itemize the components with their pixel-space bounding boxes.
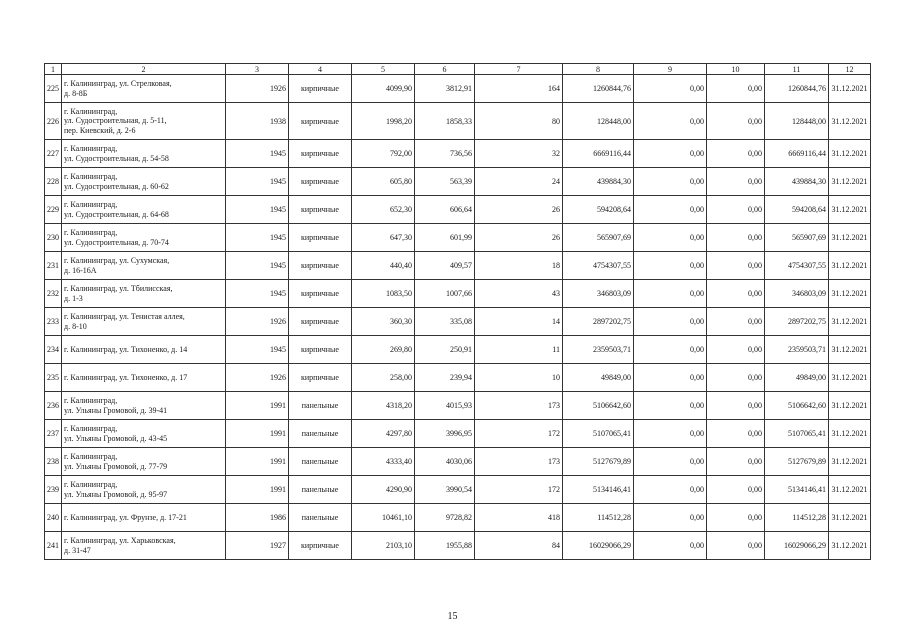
total-area-cell: 652,30: [352, 196, 415, 224]
date-cell: 31.12.2021: [829, 364, 871, 392]
table-row: [45, 308, 871, 336]
row-number: 236: [45, 392, 62, 420]
amount-total-cell: 565907,69: [765, 224, 829, 252]
amount-total-cell: 2897202,75: [765, 308, 829, 336]
wall-material-cell: кирпичные: [289, 336, 352, 364]
amount-total-cell: 5134146,41: [765, 476, 829, 504]
date-cell: 31.12.2021: [829, 280, 871, 308]
column-header: 4: [289, 64, 352, 75]
living-area-cell: 1007,66: [415, 280, 475, 308]
amount-total-cell: 6669116,44: [765, 140, 829, 168]
address-cell: г. Калининград, ул. Судостроительная, д. 54-58: [62, 140, 226, 168]
amount-cell: 0,00: [707, 392, 765, 420]
address-cell: г. Калининград, ул. Судостроительная, д. 64-68: [62, 196, 226, 224]
amount-cell: 0,00: [707, 308, 765, 336]
table-row: [45, 476, 871, 504]
amount-total-cell: 5106642,60: [765, 392, 829, 420]
row-number: 239: [45, 476, 62, 504]
date-cell: 31.12.2021: [829, 476, 871, 504]
column-header: 5: [352, 64, 415, 75]
table-row: [45, 532, 871, 560]
table-row: [45, 504, 871, 532]
amount-cell: 0,00: [634, 504, 707, 532]
living-area-cell: 250,91: [415, 336, 475, 364]
amount-cell: 16029066,29: [563, 532, 634, 560]
table-row: [45, 280, 871, 308]
table-row: [45, 420, 871, 448]
year-built-cell: 1926: [226, 75, 289, 103]
wall-material-cell: панельные: [289, 476, 352, 504]
amount-total-cell: 439884,30: [765, 168, 829, 196]
year-built-cell: 1945: [226, 252, 289, 280]
address-cell: г. Калининград, ул. Ульяны Громовой, д. 95-97: [62, 476, 226, 504]
date-cell: 31.12.2021: [829, 308, 871, 336]
date-cell: 31.12.2021: [829, 103, 871, 140]
date-cell: 31.12.2021: [829, 168, 871, 196]
address-cell: г. Калининград, ул. Сухумская, д. 16-16А: [62, 252, 226, 280]
wall-material-cell: кирпичные: [289, 280, 352, 308]
total-area-cell: 1083,50: [352, 280, 415, 308]
amount-cell: 5107065,41: [563, 420, 634, 448]
amount-cell: 114512,28: [563, 504, 634, 532]
wall-material-cell: кирпичные: [289, 532, 352, 560]
amount-cell: 0,00: [707, 532, 765, 560]
residents-count-cell: 173: [475, 448, 563, 476]
amount-cell: 594208,64: [563, 196, 634, 224]
amount-cell: 0,00: [707, 504, 765, 532]
residents-count-cell: 418: [475, 504, 563, 532]
living-area-cell: 601,99: [415, 224, 475, 252]
year-built-cell: 1991: [226, 420, 289, 448]
amount-cell: 0,00: [707, 420, 765, 448]
row-number: 233: [45, 308, 62, 336]
amount-total-cell: 114512,28: [765, 504, 829, 532]
column-number-header-row: [45, 64, 871, 75]
wall-material-cell: кирпичные: [289, 224, 352, 252]
living-area-cell: 563,39: [415, 168, 475, 196]
amount-cell: 6669116,44: [563, 140, 634, 168]
living-area-cell: 606,64: [415, 196, 475, 224]
residents-count-cell: 26: [475, 196, 563, 224]
living-area-cell: 1858,33: [415, 103, 475, 140]
year-built-cell: 1945: [226, 280, 289, 308]
address-cell: г. Калининград, ул. Ульяны Громовой, д. 77-79: [62, 448, 226, 476]
total-area-cell: 4099,90: [352, 75, 415, 103]
table-row: [45, 252, 871, 280]
address-cell: г. Калининград, ул. Судостроительная, д. 5-11, пер. Киевский, д. 2-6: [62, 103, 226, 140]
year-built-cell: 1945: [226, 224, 289, 252]
amount-cell: 0,00: [634, 308, 707, 336]
amount-cell: 0,00: [634, 103, 707, 140]
residents-count-cell: 84: [475, 532, 563, 560]
row-number: 225: [45, 75, 62, 103]
date-cell: 31.12.2021: [829, 252, 871, 280]
living-area-cell: 4030,06: [415, 448, 475, 476]
wall-material-cell: кирпичные: [289, 75, 352, 103]
date-cell: 31.12.2021: [829, 224, 871, 252]
wall-material-cell: панельные: [289, 392, 352, 420]
residents-count-cell: 24: [475, 168, 563, 196]
amount-cell: 0,00: [707, 280, 765, 308]
wall-material-cell: кирпичные: [289, 308, 352, 336]
residents-count-cell: 172: [475, 420, 563, 448]
amount-total-cell: 346803,09: [765, 280, 829, 308]
row-number: 237: [45, 420, 62, 448]
date-cell: 31.12.2021: [829, 75, 871, 103]
residents-count-cell: 43: [475, 280, 563, 308]
residents-count-cell: 10: [475, 364, 563, 392]
amount-cell: 0,00: [634, 75, 707, 103]
living-area-cell: 9728,82: [415, 504, 475, 532]
row-number: 229: [45, 196, 62, 224]
amount-cell: 0,00: [634, 224, 707, 252]
amount-cell: 0,00: [707, 103, 765, 140]
year-built-cell: 1945: [226, 196, 289, 224]
address-cell: г. Калининград, ул. Судостроительная, д. 60-62: [62, 168, 226, 196]
year-built-cell: 1926: [226, 364, 289, 392]
living-area-cell: 335,08: [415, 308, 475, 336]
total-area-cell: 360,30: [352, 308, 415, 336]
amount-total-cell: 49849,00: [765, 364, 829, 392]
amount-cell: 0,00: [634, 168, 707, 196]
wall-material-cell: кирпичные: [289, 140, 352, 168]
address-cell: г. Калининград, ул. Ульяны Громовой, д. 43-45: [62, 420, 226, 448]
total-area-cell: 10461,10: [352, 504, 415, 532]
residents-count-cell: 32: [475, 140, 563, 168]
amount-cell: 1260844,76: [563, 75, 634, 103]
total-area-cell: 258,00: [352, 364, 415, 392]
year-built-cell: 1938: [226, 103, 289, 140]
amount-cell: 5134146,41: [563, 476, 634, 504]
living-area-cell: 409,57: [415, 252, 475, 280]
row-number: 231: [45, 252, 62, 280]
amount-total-cell: 594208,64: [765, 196, 829, 224]
total-area-cell: 792,00: [352, 140, 415, 168]
year-built-cell: 1991: [226, 392, 289, 420]
table-row: [45, 196, 871, 224]
address-cell: г. Калининград, ул. Тбилисская, д. 1-3: [62, 280, 226, 308]
amount-cell: 2897202,75: [563, 308, 634, 336]
amount-cell: 439884,30: [563, 168, 634, 196]
amount-cell: 0,00: [634, 196, 707, 224]
year-built-cell: 1991: [226, 476, 289, 504]
year-built-cell: 1945: [226, 336, 289, 364]
amount-cell: 5127679,89: [563, 448, 634, 476]
total-area-cell: 1998,20: [352, 103, 415, 140]
amount-cell: 0,00: [634, 532, 707, 560]
row-number: 240: [45, 504, 62, 532]
date-cell: 31.12.2021: [829, 532, 871, 560]
table-row: [45, 448, 871, 476]
amount-cell: 0,00: [634, 420, 707, 448]
wall-material-cell: кирпичные: [289, 252, 352, 280]
table-row: [45, 140, 871, 168]
address-cell: г. Калининград, ул. Тихоненко, д. 17: [62, 364, 226, 392]
total-area-cell: 269,80: [352, 336, 415, 364]
residents-count-cell: 14: [475, 308, 563, 336]
year-built-cell: 1991: [226, 448, 289, 476]
residents-count-cell: 173: [475, 392, 563, 420]
row-number: 232: [45, 280, 62, 308]
wall-material-cell: кирпичные: [289, 103, 352, 140]
amount-cell: 0,00: [707, 364, 765, 392]
column-header: 2: [62, 64, 226, 75]
amount-cell: 0,00: [707, 448, 765, 476]
total-area-cell: 4318,20: [352, 392, 415, 420]
address-cell: г. Калининград, ул. Тихоненко, д. 14: [62, 336, 226, 364]
table-body: [45, 64, 871, 560]
living-area-cell: 4015,93: [415, 392, 475, 420]
address-cell: г. Калининград, ул. Судостроительная, д. 70-74: [62, 224, 226, 252]
living-area-cell: 1955,88: [415, 532, 475, 560]
column-header: 9: [634, 64, 707, 75]
total-area-cell: 647,30: [352, 224, 415, 252]
column-header: 8: [563, 64, 634, 75]
date-cell: 31.12.2021: [829, 140, 871, 168]
total-area-cell: 2103,10: [352, 532, 415, 560]
amount-cell: 0,00: [634, 392, 707, 420]
amount-cell: 0,00: [634, 336, 707, 364]
wall-material-cell: панельные: [289, 448, 352, 476]
row-number: 238: [45, 448, 62, 476]
residents-count-cell: 80: [475, 103, 563, 140]
total-area-cell: 4290,90: [352, 476, 415, 504]
residents-count-cell: 18: [475, 252, 563, 280]
year-built-cell: 1926: [226, 308, 289, 336]
column-header: 10: [707, 64, 765, 75]
date-cell: 31.12.2021: [829, 504, 871, 532]
living-area-cell: 239,94: [415, 364, 475, 392]
amount-total-cell: 4754307,55: [765, 252, 829, 280]
wall-material-cell: кирпичные: [289, 364, 352, 392]
column-header: 1: [45, 64, 62, 75]
row-number: 241: [45, 532, 62, 560]
amount-total-cell: 128448,00: [765, 103, 829, 140]
row-number: 235: [45, 364, 62, 392]
year-built-cell: 1927: [226, 532, 289, 560]
amount-total-cell: 2359503,71: [765, 336, 829, 364]
amount-cell: 565907,69: [563, 224, 634, 252]
date-cell: 31.12.2021: [829, 448, 871, 476]
amount-cell: 49849,00: [563, 364, 634, 392]
column-header: 3: [226, 64, 289, 75]
residents-count-cell: 172: [475, 476, 563, 504]
amount-cell: 0,00: [707, 252, 765, 280]
table-row: [45, 336, 871, 364]
date-cell: 31.12.2021: [829, 336, 871, 364]
amount-cell: 346803,09: [563, 280, 634, 308]
amount-cell: 0,00: [707, 476, 765, 504]
page-number: 15: [447, 611, 458, 622]
row-number: 234: [45, 336, 62, 364]
total-area-cell: 4333,40: [352, 448, 415, 476]
amount-cell: 0,00: [634, 448, 707, 476]
amount-cell: 0,00: [707, 196, 765, 224]
address-cell: г. Калининград, ул. Тенистая аллея, д. 8-10: [62, 308, 226, 336]
housing-register-table: [44, 63, 871, 560]
year-built-cell: 1986: [226, 504, 289, 532]
amount-cell: 0,00: [634, 140, 707, 168]
amount-cell: 2359503,71: [563, 336, 634, 364]
wall-material-cell: кирпичные: [289, 196, 352, 224]
residents-count-cell: 11: [475, 336, 563, 364]
amount-cell: 0,00: [634, 476, 707, 504]
total-area-cell: 605,80: [352, 168, 415, 196]
date-cell: 31.12.2021: [829, 392, 871, 420]
column-header: 7: [475, 64, 563, 75]
amount-cell: 128448,00: [563, 103, 634, 140]
table-row: [45, 224, 871, 252]
total-area-cell: 440,40: [352, 252, 415, 280]
amount-total-cell: 1260844,76: [765, 75, 829, 103]
column-header: 11: [765, 64, 829, 75]
amount-cell: 0,00: [707, 75, 765, 103]
column-header: 6: [415, 64, 475, 75]
amount-cell: 0,00: [634, 364, 707, 392]
wall-material-cell: панельные: [289, 420, 352, 448]
date-cell: 31.12.2021: [829, 196, 871, 224]
residents-count-cell: 164: [475, 75, 563, 103]
table-row: [45, 364, 871, 392]
row-number: 230: [45, 224, 62, 252]
total-area-cell: 4297,80: [352, 420, 415, 448]
living-area-cell: 736,56: [415, 140, 475, 168]
living-area-cell: 3996,95: [415, 420, 475, 448]
amount-total-cell: 5127679,89: [765, 448, 829, 476]
amount-total-cell: 5107065,41: [765, 420, 829, 448]
year-built-cell: 1945: [226, 140, 289, 168]
row-number: 228: [45, 168, 62, 196]
column-header: 12: [829, 64, 871, 75]
wall-material-cell: панельные: [289, 504, 352, 532]
amount-cell: 0,00: [707, 336, 765, 364]
living-area-cell: 3812,91: [415, 75, 475, 103]
date-cell: 31.12.2021: [829, 420, 871, 448]
amount-cell: 0,00: [634, 252, 707, 280]
amount-total-cell: 16029066,29: [765, 532, 829, 560]
residents-count-cell: 26: [475, 224, 563, 252]
table-row: [45, 103, 871, 140]
amount-cell: 4754307,55: [563, 252, 634, 280]
address-cell: г. Калининград, ул. Харьковская, д. 31-47: [62, 532, 226, 560]
living-area-cell: 3990,54: [415, 476, 475, 504]
amount-cell: 0,00: [707, 140, 765, 168]
table-row: [45, 168, 871, 196]
year-built-cell: 1945: [226, 168, 289, 196]
address-cell: г. Калининград, ул. Фрунзе, д. 17-21: [62, 504, 226, 532]
amount-cell: 0,00: [634, 280, 707, 308]
address-cell: г. Калининград, ул. Стрелковая, д. 8-8Б: [62, 75, 226, 103]
table-row: [45, 392, 871, 420]
amount-cell: 5106642,60: [563, 392, 634, 420]
row-number: 227: [45, 140, 62, 168]
wall-material-cell: кирпичные: [289, 168, 352, 196]
table-row: [45, 75, 871, 103]
amount-cell: 0,00: [707, 168, 765, 196]
amount-cell: 0,00: [707, 224, 765, 252]
row-number: 226: [45, 103, 62, 140]
address-cell: г. Калининград, ул. Ульяны Громовой, д. 39-41: [62, 392, 226, 420]
